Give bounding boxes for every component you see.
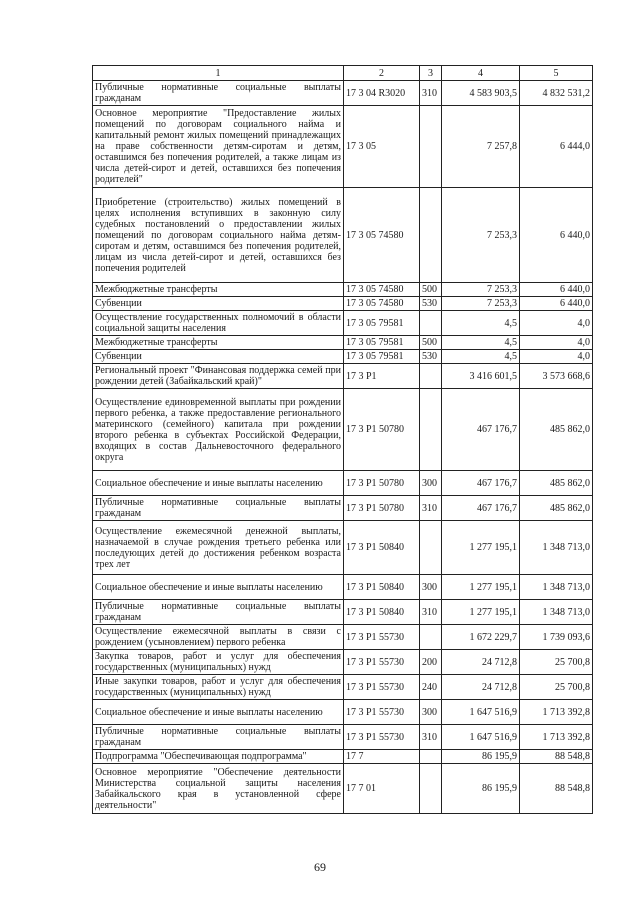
- row-amount-col4: 86 195,9: [442, 764, 520, 814]
- row-amount-col5: 4,0: [520, 336, 593, 350]
- row-label: Региональный проект "Финансовая поддержка семей при рождении детей (Забайкальский край)": [93, 364, 344, 389]
- row-amount-col4: 4,5: [442, 336, 520, 350]
- table-row: [93, 496, 593, 521]
- row-amount-col5: 1 713 392,8: [520, 725, 593, 750]
- table-row: [93, 600, 593, 625]
- document-page: [92, 65, 592, 814]
- table-row: [93, 106, 593, 188]
- row-expense-type: 300: [420, 471, 442, 496]
- row-code: 17 3 P1 55730: [344, 650, 420, 675]
- row-expense-type: 300: [420, 575, 442, 600]
- table-row: [93, 700, 593, 725]
- table-row: [93, 350, 593, 364]
- table-row: [93, 764, 593, 814]
- budget-table: [92, 65, 593, 814]
- row-expense-type: 530: [420, 350, 442, 364]
- row-code: 17 3 P1 55730: [344, 675, 420, 700]
- row-expense-type: 500: [420, 336, 442, 350]
- row-expense-type: [420, 625, 442, 650]
- row-amount-col5: 4,0: [520, 311, 593, 336]
- row-label: Публичные нормативные социальные выплаты гражданам: [93, 600, 344, 625]
- row-amount-col4: 1 672 229,7: [442, 625, 520, 650]
- row-code: 17 3 05 74580: [344, 188, 420, 283]
- row-label: Социальное обеспечение и иные выплаты населению: [93, 471, 344, 496]
- table-header-row: [93, 66, 593, 81]
- row-expense-type: [420, 389, 442, 471]
- page-number: 69: [314, 860, 326, 874]
- row-code: 17 3 P1 50840: [344, 600, 420, 625]
- table-row: [93, 750, 593, 764]
- row-code: 17 3 05 79581: [344, 336, 420, 350]
- row-label: Социальное обеспечение и иные выплаты населению: [93, 700, 344, 725]
- row-amount-col5: 25 700,8: [520, 675, 593, 700]
- row-amount-col5: 6 440,0: [520, 297, 593, 311]
- table-row: [93, 188, 593, 283]
- row-code: 17 3 05 74580: [344, 297, 420, 311]
- row-expense-type: [420, 764, 442, 814]
- table-row: [93, 625, 593, 650]
- row-label: Субвенции: [93, 350, 344, 364]
- header-col-3: 3: [420, 66, 442, 81]
- row-code: 17 3 P1 50780: [344, 389, 420, 471]
- row-expense-type: [420, 364, 442, 389]
- row-amount-col4: 4,5: [442, 311, 520, 336]
- row-amount-col5: 88 548,8: [520, 750, 593, 764]
- table-row: [93, 297, 593, 311]
- row-amount-col4: 4 583 903,5: [442, 81, 520, 106]
- row-amount-col4: 7 253,3: [442, 297, 520, 311]
- row-code: 17 3 P1 50840: [344, 521, 420, 575]
- row-expense-type: [420, 750, 442, 764]
- row-code: 17 3 05 74580: [344, 283, 420, 297]
- row-expense-type: [420, 521, 442, 575]
- table-row: [93, 650, 593, 675]
- row-amount-col5: 1 348 713,0: [520, 575, 593, 600]
- row-amount-col4: 24 712,8: [442, 675, 520, 700]
- row-amount-col4: 3 416 601,5: [442, 364, 520, 389]
- row-expense-type: 530: [420, 297, 442, 311]
- row-expense-type: 240: [420, 675, 442, 700]
- row-amount-col5: 6 440,0: [520, 283, 593, 297]
- row-amount-col5: 1 348 713,0: [520, 600, 593, 625]
- row-amount-col5: 485 862,0: [520, 389, 593, 471]
- row-amount-col4: 1 277 195,1: [442, 575, 520, 600]
- table-row: [93, 675, 593, 700]
- row-code: 17 3 P1 55730: [344, 700, 420, 725]
- row-amount-col4: 1 277 195,1: [442, 600, 520, 625]
- row-code: 17 3 P1 55730: [344, 625, 420, 650]
- row-amount-col4: 7 253,3: [442, 188, 520, 283]
- row-label: Публичные нормативные социальные выплаты гражданам: [93, 81, 344, 106]
- row-label: Межбюджетные трансферты: [93, 283, 344, 297]
- row-amount-col5: 1 713 392,8: [520, 700, 593, 725]
- row-amount-col5: 1 739 093,6: [520, 625, 593, 650]
- header-col-2: 2: [344, 66, 420, 81]
- table-row: [93, 575, 593, 600]
- table-row: [93, 521, 593, 575]
- row-amount-col5: 485 862,0: [520, 471, 593, 496]
- row-code: 17 3 04 R3020: [344, 81, 420, 106]
- row-amount-col5: 4 832 531,2: [520, 81, 593, 106]
- header-col-4: 4: [442, 66, 520, 81]
- row-amount-col5: 6 440,0: [520, 188, 593, 283]
- row-amount-col5: 88 548,8: [520, 764, 593, 814]
- row-label: Осуществление ежемесячной выплаты в связи с рождением (усыновлением) первого ребенка: [93, 625, 344, 650]
- row-label: Основное мероприятие "Предоставление жилых помещений по договорам социального найма и капитальный ремонт жилых помещений принадлежащих на праве собственности детям-сиротам и детям, оставшимся без попечения родителей, а также лицам из числа детей-сирот и детей, оставшихся без попечения родителей": [93, 106, 344, 188]
- row-amount-col4: 1 647 516,9: [442, 725, 520, 750]
- row-expense-type: 310: [420, 496, 442, 521]
- row-amount-col5: 1 348 713,0: [520, 521, 593, 575]
- row-label: Основное мероприятие "Обеспечение деятельности Министерства социальной защиты населения Забайкальского края в установленной сфере деятельности": [93, 764, 344, 814]
- row-code: 17 3 P1 50780: [344, 496, 420, 521]
- row-label: Осуществление государственных полномочий в области социальной защиты населения: [93, 311, 344, 336]
- table-row: [93, 81, 593, 106]
- header-col-1: 1: [93, 66, 344, 81]
- row-label: Публичные нормативные социальные выплаты гражданам: [93, 496, 344, 521]
- row-amount-col4: 1 647 516,9: [442, 700, 520, 725]
- row-label: Субвенции: [93, 297, 344, 311]
- budget-table-body: [93, 66, 593, 814]
- row-code: 17 3 P1 55730: [344, 725, 420, 750]
- row-label: Закупка товаров, работ и услуг для обеспечения государственных (муниципальных) нужд: [93, 650, 344, 675]
- row-code: 17 3 05 79581: [344, 350, 420, 364]
- row-expense-type: 300: [420, 700, 442, 725]
- row-label: Подпрограмма "Обеспечивающая подпрограмма": [93, 750, 344, 764]
- row-amount-col5: 3 573 668,6: [520, 364, 593, 389]
- row-expense-type: [420, 106, 442, 188]
- table-row: [93, 283, 593, 297]
- row-expense-type: [420, 311, 442, 336]
- row-code: 17 3 P1: [344, 364, 420, 389]
- header-col-5: 5: [520, 66, 593, 81]
- row-amount-col4: 4,5: [442, 350, 520, 364]
- row-amount-col5: 485 862,0: [520, 496, 593, 521]
- row-amount-col4: 24 712,8: [442, 650, 520, 675]
- row-code: 17 7: [344, 750, 420, 764]
- row-code: 17 3 P1 50780: [344, 471, 420, 496]
- row-code: 17 7 01: [344, 764, 420, 814]
- table-row: [93, 389, 593, 471]
- row-amount-col4: 7 257,8: [442, 106, 520, 188]
- table-row: [93, 311, 593, 336]
- row-amount-col5: 25 700,8: [520, 650, 593, 675]
- row-amount-col4: 467 176,7: [442, 496, 520, 521]
- row-amount-col4: 467 176,7: [442, 389, 520, 471]
- row-expense-type: 500: [420, 283, 442, 297]
- row-label: Приобретение (строительство) жилых помещений в целях исполнения вступивших в законную силу судебных постановлений о предоставлении жилых помещений по договорам социального найма детям-сиротам и детям, оставшимся без попечения родителей, лицам из числа детей-сирот и детей, оставшихся без попечения родителей: [93, 188, 344, 283]
- row-label: Социальное обеспечение и иные выплаты населению: [93, 575, 344, 600]
- row-code: 17 3 05: [344, 106, 420, 188]
- row-amount-col5: 4,0: [520, 350, 593, 364]
- table-row: [93, 725, 593, 750]
- row-expense-type: 310: [420, 81, 442, 106]
- row-label: Публичные нормативные социальные выплаты гражданам: [93, 725, 344, 750]
- row-amount-col4: 86 195,9: [442, 750, 520, 764]
- row-expense-type: 310: [420, 725, 442, 750]
- row-label: Межбюджетные трансферты: [93, 336, 344, 350]
- row-amount-col4: 7 253,3: [442, 283, 520, 297]
- row-amount-col5: 6 444,0: [520, 106, 593, 188]
- row-amount-col4: 1 277 195,1: [442, 521, 520, 575]
- row-expense-type: 200: [420, 650, 442, 675]
- row-label: Осуществление ежемесячной денежной выплаты, назначаемой в случае рождения третьего ребенка или последующих детей до достижения ребенком возраста трех лет: [93, 521, 344, 575]
- row-code: 17 3 05 79581: [344, 311, 420, 336]
- row-expense-type: [420, 188, 442, 283]
- table-row: [93, 471, 593, 496]
- row-expense-type: 310: [420, 600, 442, 625]
- row-code: 17 3 P1 50840: [344, 575, 420, 600]
- row-label: Осуществление единовременной выплаты при рождении первого ребенка, а также предоставление регионального материнского (семейного) капитала при рождении второго ребенка в субъектах Российской Федерации, входящих в состав Дальневосточного федерального округа: [93, 389, 344, 471]
- table-row: [93, 364, 593, 389]
- table-row: [93, 336, 593, 350]
- row-amount-col4: 467 176,7: [442, 471, 520, 496]
- row-label: Иные закупки товаров, работ и услуг для обеспечения государственных (муниципальных) нужд: [93, 675, 344, 700]
